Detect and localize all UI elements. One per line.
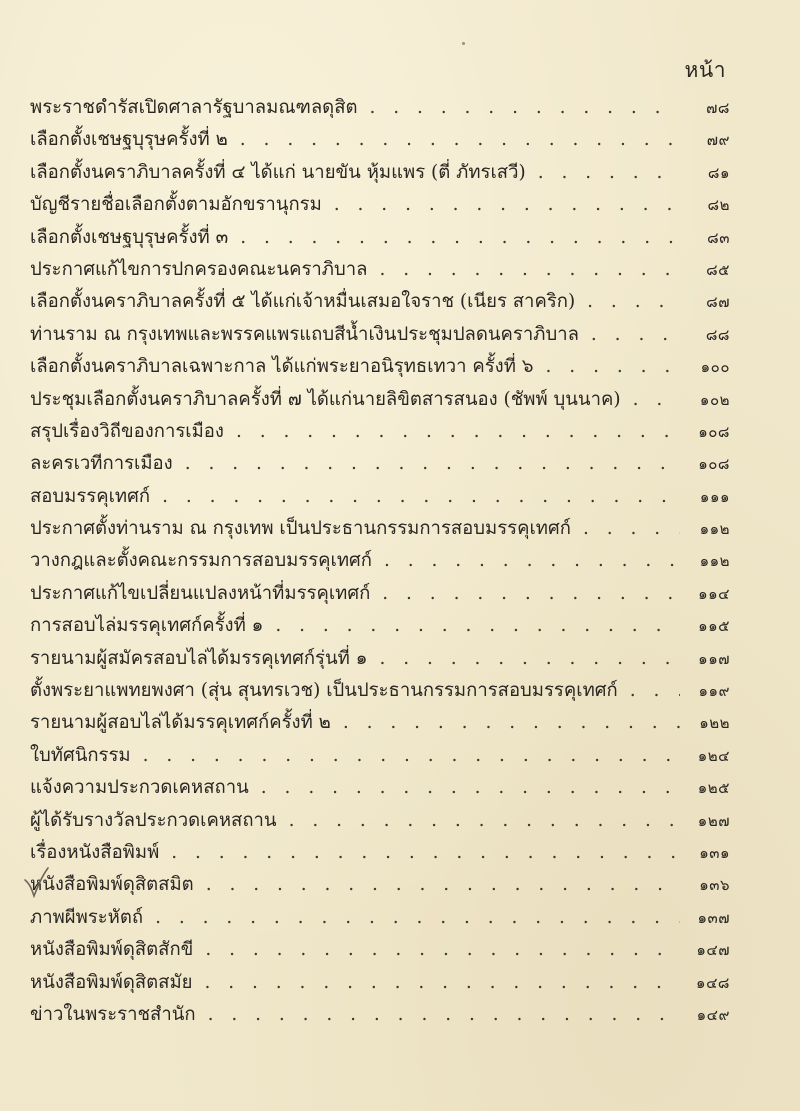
entry-title: เลือกตั้งเชษฐบุรุษครั้งที่ ๓ [30,226,229,248]
entry-page-number: ๘๓ [707,228,730,247]
entry-title: วางกฎและตั้งคณะกรรมการสอบมรรคุเทศก์ [30,550,372,572]
pencil-check-mark [22,866,50,900]
entry-page-number: ๑๒๔ [697,746,730,765]
dot-leader [205,967,680,999]
entry-title: แจ้งความประกวดเคหสถาน [30,777,249,799]
entry-title: ประกาศตั้งท่านราม ณ กรุงเทพ เป็นประธานกรรมการสอบมรรคุเทศก์ [30,518,571,540]
dot-leader [633,384,680,416]
dot-leader [289,805,680,837]
toc-entry [30,902,730,934]
entry-title: ตั้งพระยาแพทยพงศา (สุ่น สุนทรเวช) เป็นประธานกรรมการสอบมรรคุเทศก์ [30,680,618,702]
entry-title: บัญชีรายชื่อเลือกตั้งตามอักขรานุกรม [30,194,322,216]
toc-entry [30,805,730,837]
entry-page-number: ๗๙ [706,131,730,150]
toc-entry [30,384,730,416]
dot-leader [185,448,680,480]
toc-entry [30,254,730,286]
entry-page-number: ๑๑๒ [699,520,730,539]
dot-leader [384,545,680,577]
toc-entry [30,999,730,1031]
entry-page-number: ๑๓๖ [699,876,730,895]
dot-leader [240,124,680,156]
entry-page-number: ๑๐๒ [699,390,730,409]
toc-entry [30,286,730,318]
entry-page-number: ๘๘ [705,325,730,344]
toc-entry [30,740,730,772]
entry-title: ละครเวทีการเมือง [30,453,173,475]
entry-page-number: ๘๑ [707,163,730,182]
entry-page-number: ๑๑๔ [698,584,730,603]
entry-title: หนังสือพิมพ์ดุสิตสักขี [30,939,194,961]
entry-title: ประกาศแก้ไขเปลี่ยนแปลงหน้าที่มรรคุเทศก์ [30,582,371,604]
dot-leader [334,189,680,221]
toc-entry [30,222,730,254]
dot-leader [236,416,680,448]
toc-entry [30,837,730,869]
entry-title: ท่านราม ณ กรุงเทพและพรรคแพรแถบสีน้ำเงินประชุมปลดนคราภิบาล [30,323,579,345]
toc-entry [30,513,730,545]
entry-page-number: ๑๑๗ [698,649,730,668]
entry-title: ข่าวในพระราชสำนัก [30,1003,196,1025]
entry-title: ใบทัศนิกรรม [30,744,131,766]
dot-leader [240,222,680,254]
entry-title: หนังสือพิมพ์ดุสิตสมิต [30,874,194,896]
paper-speck [462,42,465,45]
toc-entry [30,772,730,804]
table-of-contents [30,92,730,1031]
dot-leader [206,869,680,901]
entry-title: ประกาศแก้ไขการปกครองคณะนคราภิบาล [30,258,368,280]
dot-leader [546,351,680,383]
entry-title: รายนามผู้สอบไล่ได้มรรคุเทศก์ครั้งที่ ๒ [30,712,331,734]
entry-page-number: ๑๐๘ [698,455,730,474]
entry-page-number: ๗๘ [706,99,730,117]
dot-leader [370,92,681,124]
toc-entry [30,416,730,448]
entry-page-number: ๑๒๒ [699,714,730,733]
entry-title: ภาพผีพระหัตถ์ [30,906,144,928]
dot-leader [208,999,680,1031]
toc-entry [30,124,730,156]
dot-leader [155,902,680,934]
entry-page-number: ๘๒ [707,196,730,215]
dot-leader [275,610,680,642]
entry-page-number: ๑๐๐ [700,358,730,377]
entry-page-number: ๑๑๑ [699,487,730,506]
toc-entry [30,92,730,124]
entry-page-number: ๑๑๙ [698,682,730,701]
entry-page-number: ๑๒๕ [697,779,730,798]
entry-title: เลือกตั้งนคราภิบาลครั้งที่ ๔ ได้แก่ นายขัน หุ้มแพร (ตี่ ภัทรเสวี) [30,161,526,183]
toc-entry [30,157,730,189]
dot-leader [343,707,680,739]
toc-entry [30,675,730,707]
toc-entry [30,643,730,675]
entry-page-number: ๑๔๗ [696,941,730,960]
entry-title: พระราชดำรัสเปิดศาลารัฐบาลมณฑลดุสิต [30,97,358,118]
dot-leader [162,481,680,513]
entry-page-number: ๑๑๒ [699,552,730,571]
entry-page-number: ๘๕ [706,260,730,279]
entry-page-number: ๑๔๙ [696,1005,730,1024]
entry-title: การสอบไล่มรรคุเทศก์ครั้งที่ ๑ [30,615,264,637]
dot-leader [261,772,680,804]
toc-entry [30,610,730,642]
dot-leader [591,319,680,351]
entry-title: เลือกตั้งนคราภิบาลเฉพาะกาล ได้แก่พระยาอนิรุทธเทวา ครั้งที่ ๖ [30,356,534,378]
toc-entry [30,934,730,966]
dot-leader [630,675,680,707]
entry-title: รายนามผู้สมัครสอบไล่ได้มรรคุเทศก์รุ่นที่ ๑ [30,647,368,669]
toc-entry [30,351,730,383]
entry-page-number: ๑๐๘ [698,422,730,441]
dot-leader [583,513,680,545]
dot-leader [538,157,680,189]
entry-title: เลือกตั้งนคราภิบาลครั้งที่ ๕ ได้แก่เจ้าหมื่นเสมอใจราช (เนียร สาคริก) [30,291,576,313]
toc-entry [30,319,730,351]
entry-title: เรื่องหนังสือพิมพ์ [30,841,160,863]
entry-title: สอบมรรคุเทศก์ [30,485,151,507]
entry-title: หนังสือพิมพ์ดุสิตสมัย [30,971,193,993]
toc-entry [30,545,730,577]
dot-leader [379,254,680,286]
dot-leader [382,578,680,610]
dot-leader [143,740,680,772]
toc-entry [30,481,730,513]
entry-title: ประชุมเลือกตั้งนคราภิบาลครั้งที่ ๗ ได้แก่นายลิขิตสารสนอง (ชัพพ์ บุนนาค) [30,388,621,410]
dot-leader [587,286,680,318]
dot-leader [379,643,680,675]
toc-entry [30,967,730,999]
entry-title: ผู้ได้รับรางวัลประกวดเคหสถาน [30,809,277,831]
dot-leader [171,837,680,869]
page-column-header: หน้า [684,58,726,82]
toc-entry [30,578,730,610]
entry-page-number: ๘๗ [706,293,730,312]
entry-page-number: ๑๒๗ [697,811,730,830]
toc-entry [30,869,730,901]
toc-entry [30,448,730,480]
entry-page-number: ๑๑๕ [698,617,730,636]
entry-title: สรุปเรื่องวิถีของการเมือง [30,420,224,442]
entry-page-number: ๑๓๑ [699,843,730,862]
toc-entry [30,707,730,739]
entry-page-number: ๑๔๘ [696,973,730,992]
toc-entry [30,189,730,221]
entry-title: เลือกตั้งเชษฐบุรุษครั้งที่ ๒ [30,129,228,151]
dot-leader [205,934,680,966]
entry-page-number: ๑๓๗ [697,908,730,927]
